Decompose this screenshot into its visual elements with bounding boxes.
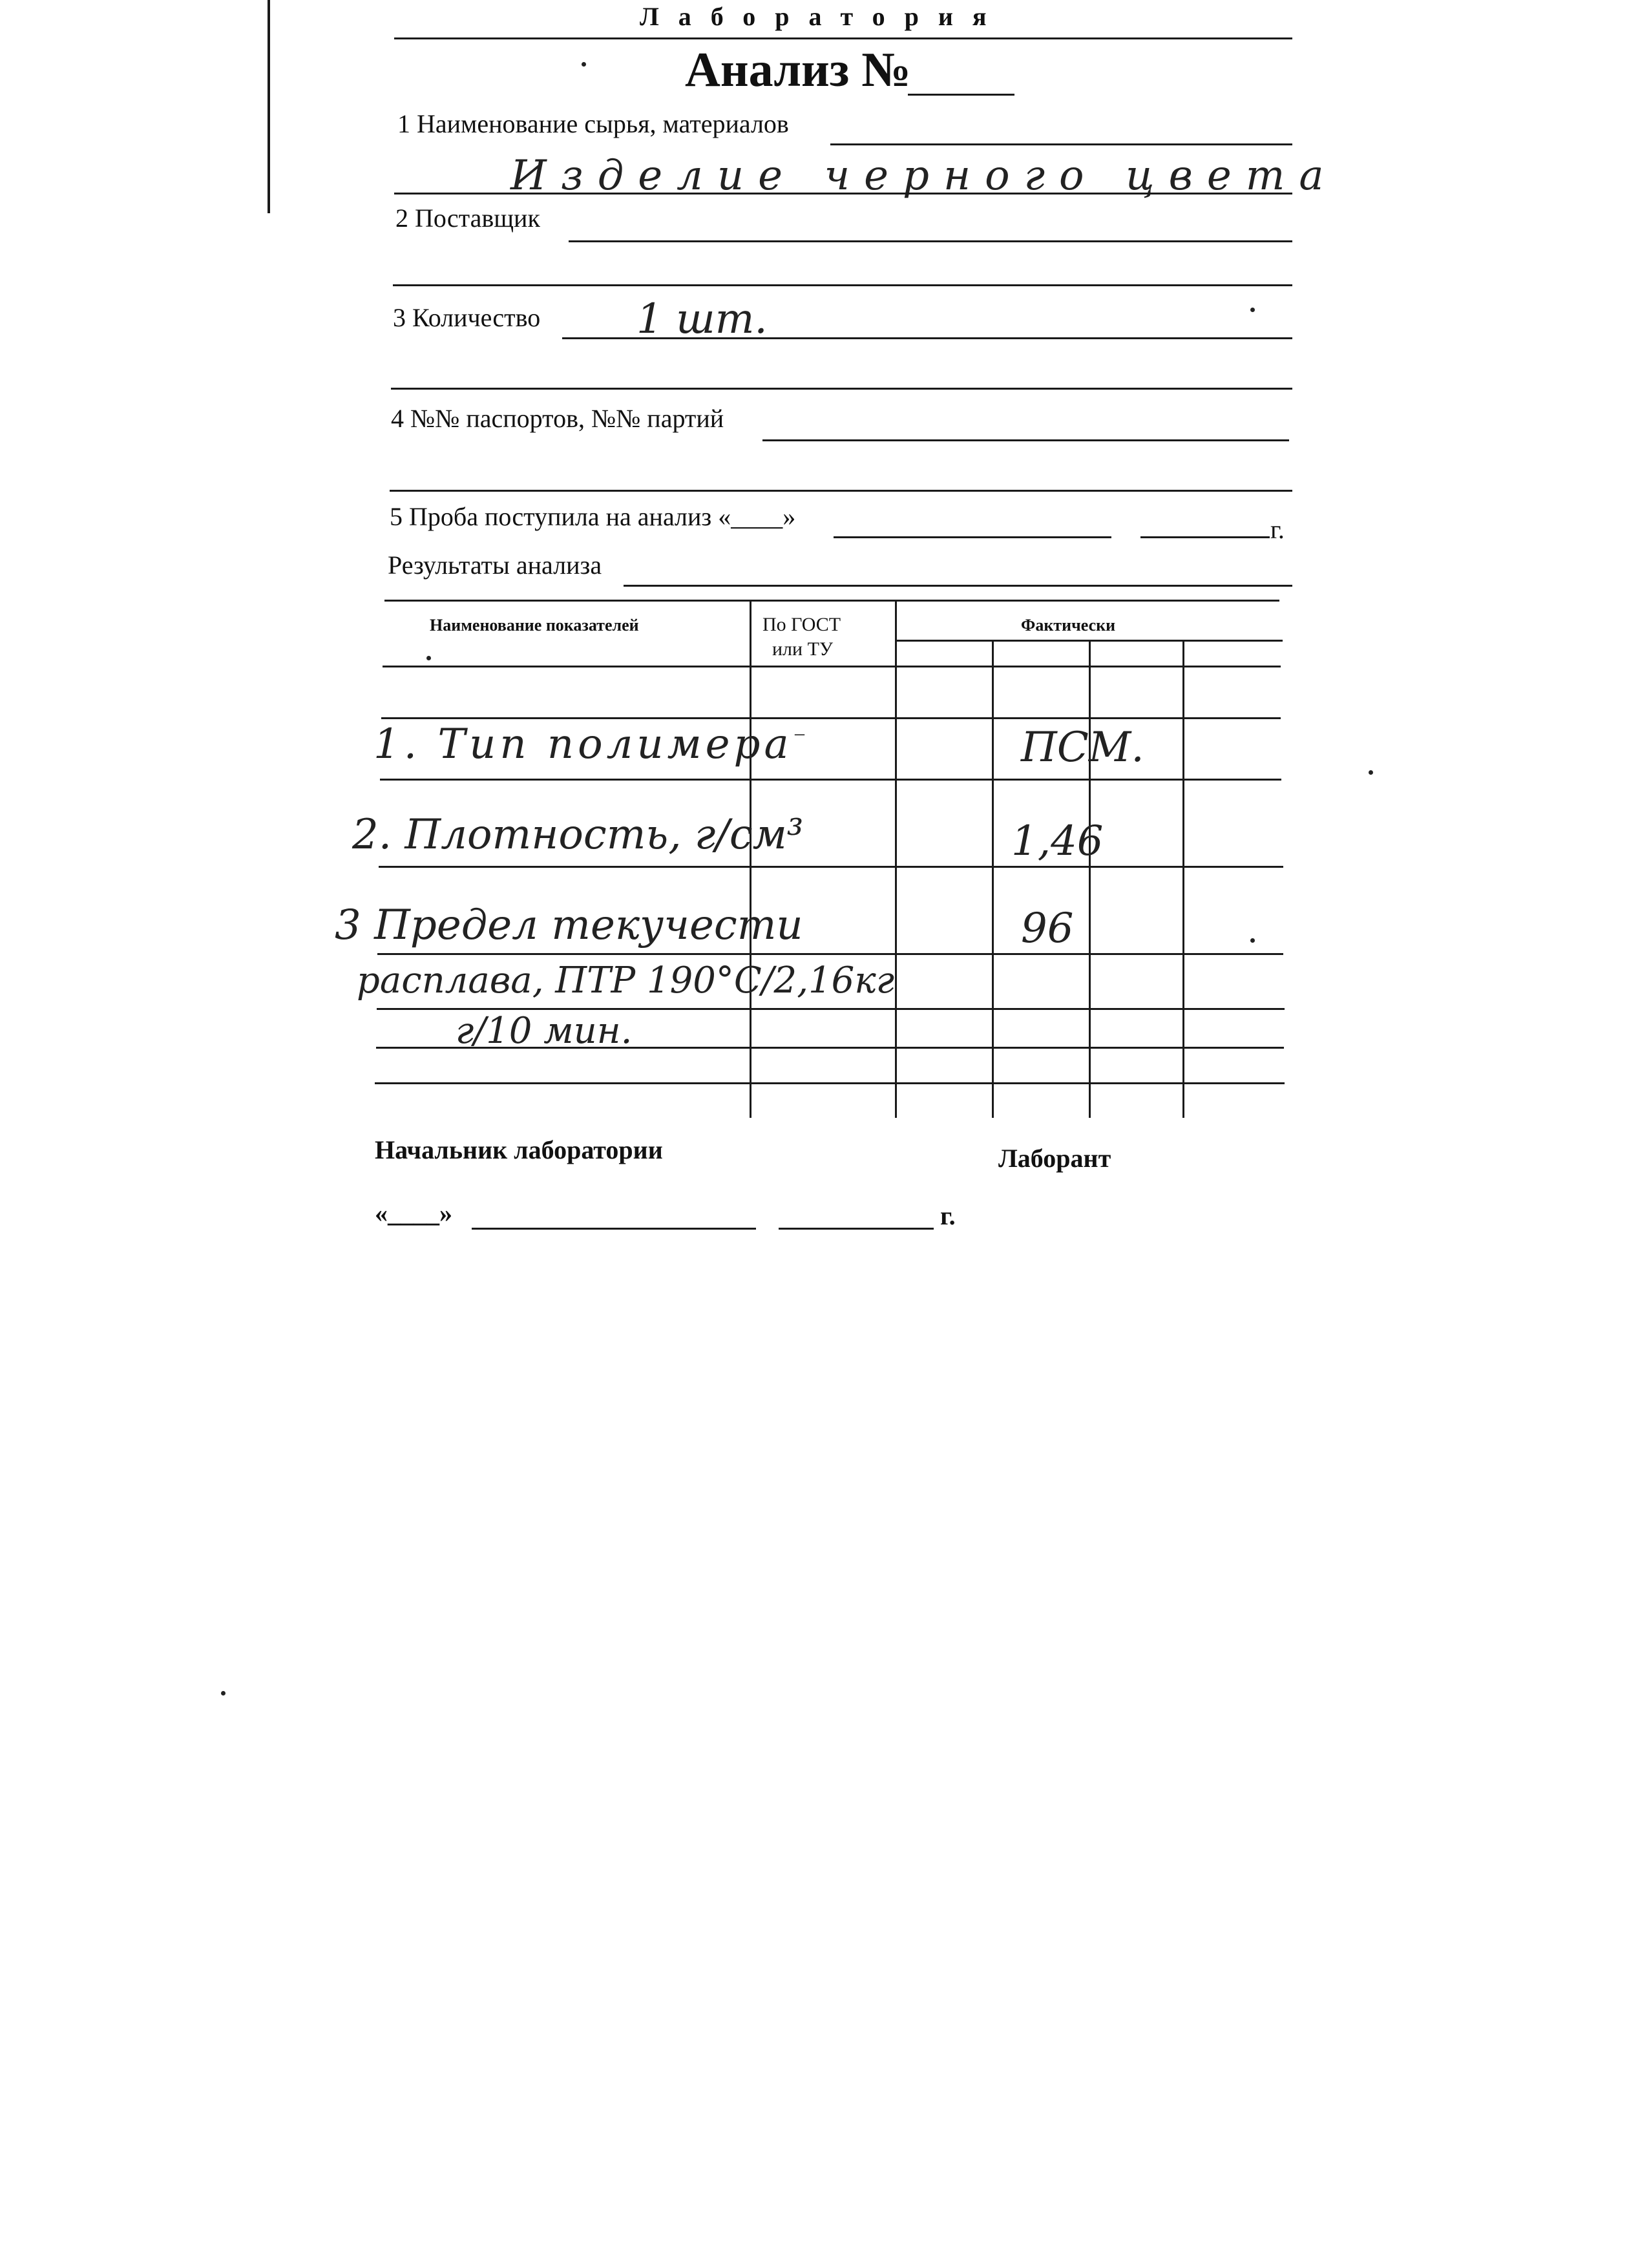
table-rule [377, 953, 1283, 955]
table-row-1-gost: – [795, 722, 804, 744]
results-label: Результаты анализа [388, 551, 602, 580]
field-passport-line-2 [390, 490, 1292, 492]
field-material-label: 1 Наименование сырья, материалов [397, 109, 789, 138]
field-sample-year-line [1140, 536, 1270, 538]
doc-number-blank [908, 94, 1014, 96]
field-supplier-line [569, 240, 1292, 242]
scan-speck [426, 656, 431, 660]
results-line [624, 585, 1292, 587]
table-rule [379, 866, 1283, 868]
table-row-2-value: 1,46 [1011, 817, 1104, 865]
scan-speck [1369, 770, 1373, 775]
footer-year: г. [940, 1201, 956, 1230]
table-col-divider [1182, 640, 1184, 1118]
field-sample-line [834, 536, 1111, 538]
field-quantity-label: 3 Количество [393, 303, 541, 332]
scan-speck [1250, 938, 1255, 943]
table-col-divider [992, 640, 994, 1118]
table-col-divider [750, 601, 751, 1118]
table-row-3-name: 3 Предел текучести [335, 901, 803, 949]
field-material-line-2 [394, 193, 1292, 194]
scan-speck [582, 62, 586, 67]
table-rule [380, 779, 1281, 781]
field-sample-year: г. [1270, 515, 1285, 544]
footer-lab-head: Начальник лаборатории [375, 1135, 663, 1164]
table-header-gost-2: или ТУ [772, 638, 834, 660]
field-quantity-line-2 [391, 388, 1292, 390]
footer-assistant: Лаборант [998, 1144, 1111, 1173]
table-row-3-value: 96 [1021, 905, 1074, 952]
footer-date-open: «____» [375, 1199, 452, 1228]
header-rule [394, 37, 1292, 39]
field-passport-label: 4 №№ паспортов, №№ партий [391, 404, 724, 433]
table-row-3-name-line-3: г/10 мин. [456, 1010, 633, 1052]
doc-title: Анализ № [685, 43, 911, 97]
scan-speck [221, 1691, 226, 1696]
field-supplier-line-2 [393, 284, 1292, 286]
footer-year-line [779, 1228, 934, 1230]
table-header-actual: Фактически [1021, 616, 1116, 635]
field-sample-label: 5 Проба поступила на анализ «____» [390, 502, 796, 531]
table-rule [383, 666, 1281, 667]
field-quantity-line [562, 337, 1292, 339]
table-col-divider [1089, 640, 1091, 1118]
table-col-divider [895, 601, 897, 1118]
table-top-rule [384, 600, 1279, 602]
table-header-indicator: Наименование показателей [430, 616, 639, 635]
field-passport-line [762, 439, 1289, 441]
table-row-2-name: 2. Плотность, г/см³ [352, 811, 804, 859]
lab-header: Лаборатория [640, 2, 1006, 31]
page-edge-line [268, 0, 270, 213]
table-rule [381, 717, 1281, 719]
table-row-1-name: 1. Тип полимера [373, 720, 793, 768]
table-rule [375, 1082, 1285, 1084]
table-row-1-value: ПСМ. [1021, 724, 1144, 772]
field-quantity-value: 1 шт. [636, 295, 768, 343]
field-supplier-label: 2 Поставщик [395, 204, 540, 233]
footer-date-line [472, 1228, 756, 1230]
field-material-line [830, 143, 1292, 145]
table-header-gost: По ГОСТ [762, 614, 841, 635]
table-row-3-name-line-2: расплава, ПТР 190°С/2,16кг [357, 960, 894, 1002]
scan-speck [1250, 308, 1255, 312]
field-material-value: Изделие черного цвета [510, 152, 1338, 200]
